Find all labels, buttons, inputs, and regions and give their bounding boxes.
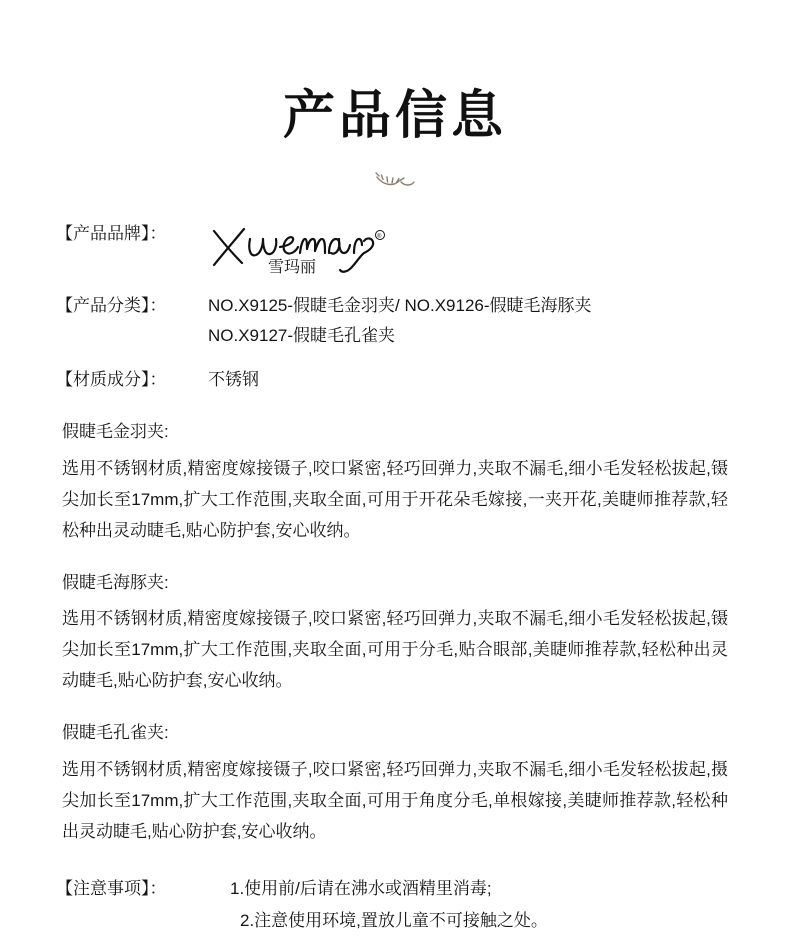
section-title: 假睫毛孔雀夹: [62, 723, 169, 743]
category-line-2: NO.X9127-假睫毛孔雀夹 [208, 326, 396, 346]
field-category-value [208, 291, 734, 351]
brand-sub-text: 雪玛丽 [268, 259, 317, 277]
eyelash-ornament [0, 171, 790, 195]
notes-label: 【注意事项】： [56, 878, 167, 898]
field-material [56, 365, 734, 395]
note-item: 2.注意使用环境,置放儿童不可接触之处。 [240, 910, 548, 930]
section-body: 选用不锈钢材质,精密度嫁接镊子,咬口紧密,轻巧回弹力,夹取不漏毛,细小毛发轻松拔起,摄尖加长至17mm,扩大工作范围,夹取全面,可用于角度分毛,单根嫁接,美睫师推荐款,轻松种出灵动睫毛,贴心防护套,安心收纳。 [62, 759, 728, 841]
content-area [0, 219, 790, 937]
section-peacock [56, 720, 734, 847]
field-brand-value [208, 219, 734, 277]
eyelash-icon [373, 171, 417, 191]
field-material-label: 【材质成分】： [56, 370, 167, 390]
section-dolphin [56, 570, 734, 697]
note-item: 1.使用前/后请在沸水或酒精里消毒; [230, 878, 492, 898]
section-title: 假睫毛海豚夹: [62, 572, 169, 592]
field-material-value: 不锈钢 [208, 370, 259, 390]
section-gold-feather [56, 419, 734, 546]
field-category [56, 291, 734, 351]
notes-list [208, 873, 734, 937]
field-brand [56, 219, 734, 277]
brand-registered-mark: ® [377, 234, 382, 241]
section-body: 选用不锈钢材质,精密度嫁接镊子,咬口紧密,轻巧回弹力,夹取不漏毛,细小毛发轻松拔起,镊尖加长至17mm,扩大工作范围,夹取全面,可用于分毛,贴合眼部,美睫师推荐款,轻松种出灵动睫毛,贴心防护套,安心收纳。 [62, 609, 728, 691]
notes-block [56, 873, 734, 937]
brand-logo [208, 215, 388, 277]
field-category-label: 【产品分类】： [56, 296, 167, 316]
field-brand-label: 【产品品牌】： [56, 224, 167, 244]
category-line-1: NO.X9125-假睫毛金羽夹/ NO.X9126-假睫毛海豚夹 [208, 296, 592, 316]
section-title: 假睫毛金羽夹: [62, 422, 169, 442]
section-body: 选用不锈钢材质,精密度嫁接镊子,咬口紧密,轻巧回弹力,夹取不漏毛,细小毛发轻松拔起,镊尖加长至17mm,扩大工作范围,夹取全面,可用于开花朵毛嫁接,一夹开花,美睫师推荐款,轻松种出灵动睫毛,贴心防护套,安心收纳。 [62, 458, 728, 540]
page-title: 产品信息 [282, 87, 507, 145]
